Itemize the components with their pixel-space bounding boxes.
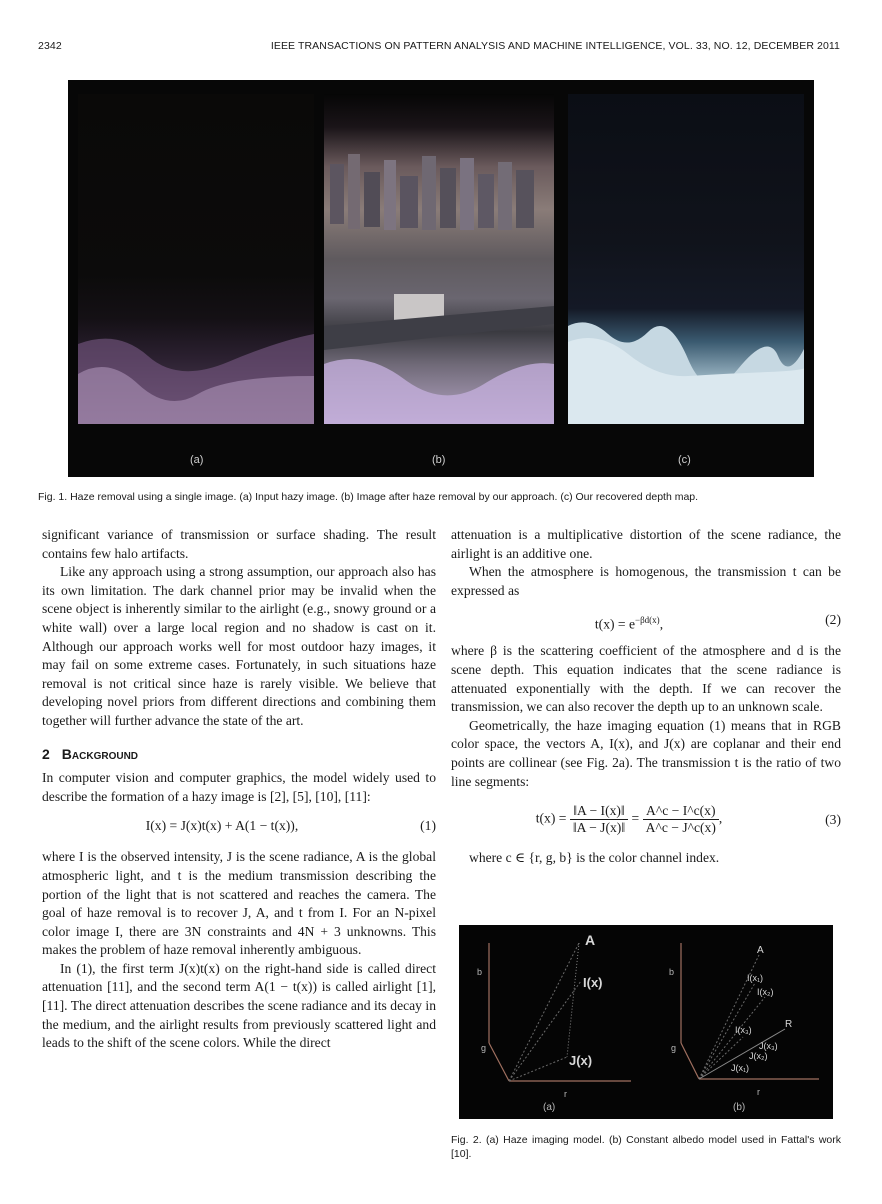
panel-b-axis-b: b <box>669 967 675 977</box>
panel-a-axis-r: r <box>564 1089 567 1099</box>
panel-a-collinear-line <box>567 943 579 1057</box>
panel-a-label-I: I(x) <box>583 975 603 990</box>
left-column <box>42 526 436 1053</box>
equation-3-expression <box>451 803 807 836</box>
panel-a-axis-b: b <box>477 967 483 977</box>
panel-b-label-I2: I(x₂) <box>757 987 774 997</box>
equation-2-lhs: t(x) = e <box>594 616 636 632</box>
equation-2-exponent: −βd(x) <box>635 615 660 626</box>
panel-b-label-J1: J(x₁) <box>731 1063 750 1073</box>
equation-3-fraction-1-denominator: ‖A − J(x)‖ <box>572 820 626 836</box>
equation-2-number: (2) <box>825 612 841 628</box>
panel-b-label-A: A <box>757 945 764 956</box>
figure-1-caption: Fig. 1. Haze removal using a single image. (a) Input hazy image. (b) Image after haze removal by our approach. (c) Our recovered depth map. <box>38 491 699 503</box>
panel-b-label-J3: J(x₃) <box>759 1041 778 1051</box>
page-number: 2342 <box>38 40 62 52</box>
panel-b-caption-label: (b) <box>733 1102 746 1113</box>
left-para-2: Like any approach using a strong assumption, our approach also has its own limitation. The dark channel prior may be invalid when the scene object is inherently similar to the airlight (e.g., snowy ground or a white wall) over a large local region and no shadow is cast on it. Although our approach works well for most outdoor hazy images, it may fail on some extreme cases. Fortunately, in such situations haze removal is not critical since haze is rarely visible. We believe that developing novel priors from different directions and combining them together will further advance the state of the art. <box>42 564 436 728</box>
right-para-5: where c ∈ {r, g, b} is the color channel index. <box>469 850 720 866</box>
panel-b-axis-g: g <box>671 1043 677 1053</box>
right-para-1: attenuation is a multiplicative distortion of the scene radiance, the airlight is an additive one. <box>451 527 841 561</box>
equation-3-fraction-1-numerator: ‖A − I(x)‖ <box>570 803 628 820</box>
panel-b-art <box>324 94 554 424</box>
figure-1 <box>68 80 814 477</box>
panel-a-vector-J <box>509 1057 567 1081</box>
right-para-3: where β is the scattering coefficient of the atmosphere and d is the scene depth. This equation indicates that the scene radiance is attenuated exponentially with the depth. If we can recover the transmission, we can also recover the depth up to an unknown scale. <box>451 643 841 715</box>
panel-a-g-axis <box>489 1043 509 1081</box>
panel-b-g-axis <box>681 1043 699 1079</box>
panel-b-axis-r: r <box>757 1087 760 1097</box>
panel-a-axis-g: g <box>481 1043 487 1053</box>
figure-2-caption: Fig. 2. (a) Haze imaging model. (b) Constant albedo model used in Fattal's work [10]. <box>451 1134 841 1160</box>
panel-b-label-R: R <box>785 1019 793 1030</box>
figure-1-label-a: (a) <box>190 454 204 466</box>
left-para-1: significant variance of transmission or surface shading. The result contains few halo artifacts. <box>42 527 436 561</box>
equation-2-tail: , <box>659 616 664 632</box>
panel-a-label-A: A <box>585 932 596 948</box>
equation-3 <box>451 797 841 843</box>
section-heading <box>42 745 436 764</box>
equation-3-number: (3) <box>825 812 841 828</box>
right-para-2: When the atmosphere is homogenous, the transmission t can be expressed as <box>451 564 841 598</box>
equation-3-fraction-2-numerator: A^c − I^c(x) <box>643 803 719 820</box>
right-column <box>451 526 841 868</box>
panel-c-art <box>568 94 804 424</box>
equation-1-expression: I(x) = J(x)t(x) + A(1 − t(x)), <box>145 818 299 834</box>
equation-3-tail: , <box>718 810 723 826</box>
equation-3-fraction-2-denominator: A^c − J^c(x) <box>645 820 716 836</box>
right-para-4: Geometrically, the haze imaging equation (1) means that in RGB color space, the vectors A, I(x), and J(x) are coplanar and their end points are collinear (see Fig. 2a). The transmission t is the ratio of two line segments: <box>451 717 841 789</box>
figure-2-diagram <box>459 925 833 1119</box>
figure-1-panel-c-depth-map <box>568 94 804 424</box>
figure-1-label-c: (c) <box>678 454 691 466</box>
left-para-3: In computer vision and computer graphics, the model widely used to describe the formation of a hazy image is [2], [5], [10], [11]: <box>42 770 436 804</box>
panel-b-label-I1: I(x₁) <box>747 973 764 983</box>
figure-1-panel-b-dehazed-image <box>324 94 554 424</box>
figure-2 <box>459 925 833 1119</box>
figure-1-panel-a-hazy-image <box>78 94 314 424</box>
left-para-5: In (1), the first term J(x)t(x) on the right-hand side is called direct attenuation [11], and the second term A(1 − t(x)) is called airlight [1], [11]. The direct attenuation describes the scene radiance and its decay in the medium, and the airlight results from previously scattered light and leads to the shift of the scene colors. While the direct <box>42 960 436 1051</box>
equation-1 <box>42 812 436 842</box>
section-number: 2 <box>42 745 50 762</box>
equation-1-number: (1) <box>420 818 436 834</box>
equation-3-equals: = <box>631 810 640 826</box>
equation-3-lhs: t(x) = <box>535 810 567 826</box>
page-header <box>38 40 840 56</box>
equation-2-expression <box>451 611 807 634</box>
equation-3-fraction-2 <box>643 803 719 836</box>
panel-a-label-J: J(x) <box>569 1053 593 1068</box>
left-para-4: where I is the observed intensity, J is the scene radiance, A is the global atmospheric light, and t is the medium transmission describing the portion of the light that is not scattered and reaches the camera. The goal of haze removal is to recover J, A, and t from I. For an N-pixel color image I, there are 3N constraints and 4N + 3 unknowns. This makes the problem of haze removal inherently ambiguous. <box>42 849 436 958</box>
panel-a-art <box>78 94 314 424</box>
panel-b-label-J2: J(x₂) <box>749 1051 768 1061</box>
figure-1-label-b: (b) <box>432 454 446 466</box>
equation-3-fraction-1 <box>570 803 628 836</box>
panel-b-label-I3: I(x₃) <box>735 1025 752 1035</box>
panel-a-caption-label: (a) <box>543 1102 556 1113</box>
journal-title: IEEE TRANSACTIONS ON PATTERN ANALYSIS AND MACHINE INTELLIGENCE, VOL. 33, NO. 12, DECEMBER 2011 <box>270 40 840 52</box>
equation-2 <box>451 606 841 636</box>
section-title: Background <box>61 745 139 762</box>
